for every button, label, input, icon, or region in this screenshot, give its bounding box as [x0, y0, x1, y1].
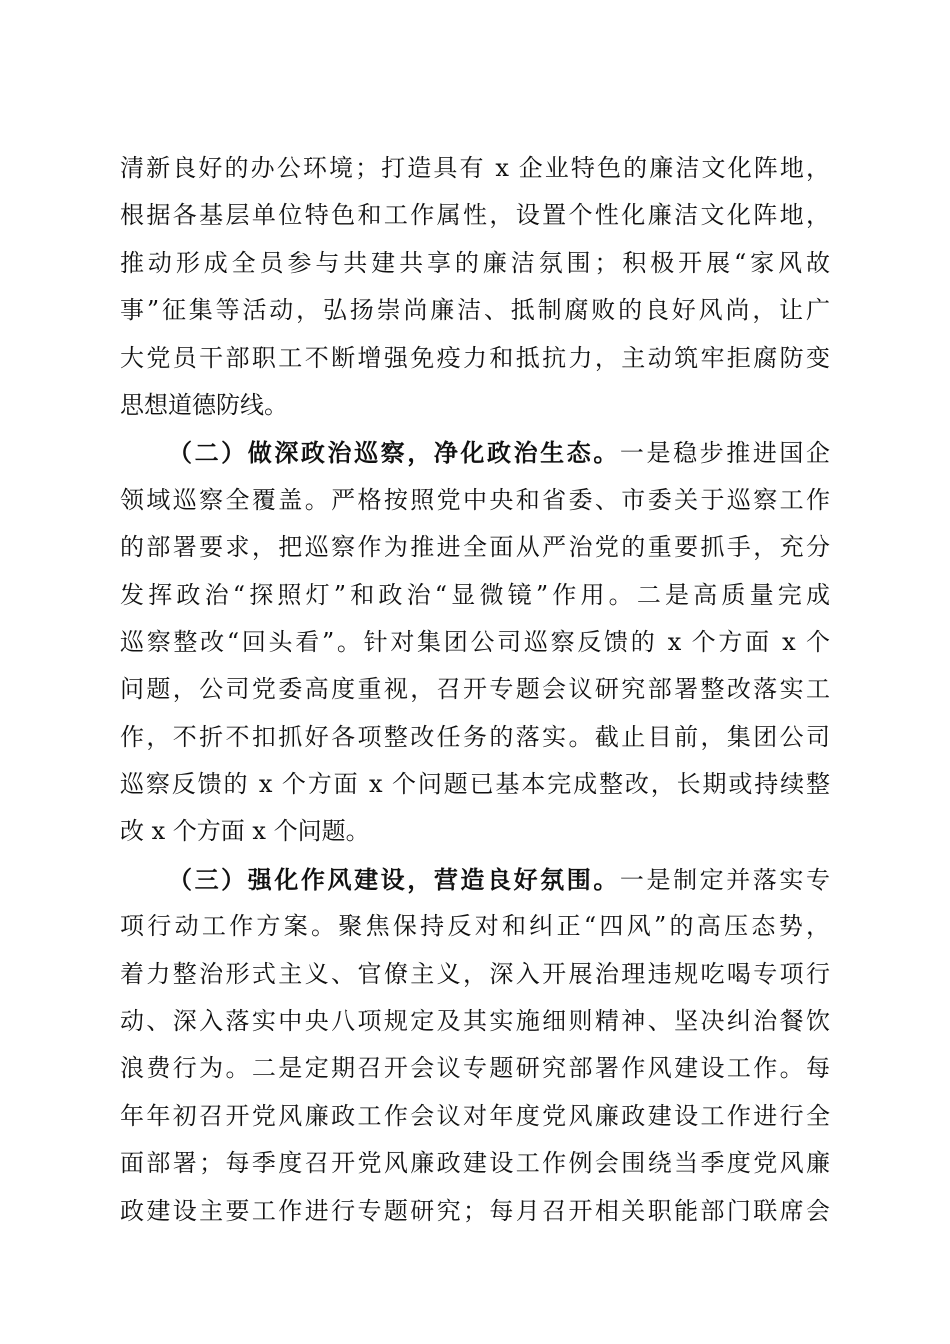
text-line: 动、深入落实中央八项规定及其实施细则精神、坚决纠治餐饮	[120, 1007, 830, 1036]
text-line: 面部署；每季度召开党风廉政建设工作例会围绕当季度党风廉	[120, 1149, 830, 1178]
text-line: 巡察整改“回头看”。针对集团公司巡察反馈的 x 个方面 x 个	[120, 627, 830, 656]
paragraph-first-line	[120, 429, 830, 476]
text-line: 着力整治形式主义、官僚主义，深入开展治理违规吃喝专项行	[120, 959, 830, 988]
paragraph-2	[120, 429, 830, 856]
paragraph-3	[120, 856, 830, 1235]
text-line: 项行动工作方案。聚焦保持反对和纠正“四风”的高压态势，	[120, 912, 830, 941]
text-line: 清新良好的办公环境；打造具有 x 企业特色的廉洁文化阵地，	[120, 154, 830, 182]
text-line: 领域巡察全覆盖。严格按照党中央和省委、市委关于巡察工作	[120, 485, 830, 514]
text-line: 的部署要求，把巡察作为推进全面从严治党的重要抓手，充分	[120, 533, 830, 562]
text-line: 浪费行为。二是定期召开会议专题研究部署作风建设工作。每	[120, 1054, 830, 1083]
paragraph-1	[120, 145, 830, 429]
section-heading-3: （三）强化作风建设，营造良好氛围。	[168, 864, 620, 894]
text-line: 发挥政治“探照灯”和政治“显微镜”作用。二是高质量完成	[120, 580, 830, 609]
text-line: 问题，公司党委高度重视，召开专题会议研究部署整改落实工	[120, 675, 830, 704]
text-span: 一是制定并落实专	[619, 865, 831, 894]
paragraph-first-line	[120, 856, 830, 903]
text-span: 一是稳步推进国企	[619, 439, 831, 468]
text-line: 政建设主要工作进行专题研究；每月召开相关职能部门联席会	[120, 1196, 830, 1225]
section-heading-2: （二）做深政治巡察，净化政治生态。	[168, 438, 620, 468]
text-line: 根据各基层单位特色和工作属性，设置个性化廉洁文化阵地，	[120, 201, 830, 230]
text-line: 改 x 个方面 x 个问题。	[120, 817, 370, 846]
document-body	[120, 145, 830, 1235]
text-line: 巡察反馈的 x 个方面 x 个问题已基本完成整改，长期或持续整	[120, 770, 830, 799]
text-line: 年年初召开党风廉政工作会议对年度党风廉政建设工作进行全	[120, 1101, 830, 1130]
text-line: 作，不折不扣抓好各项整改任务的落实。截止目前，集团公司	[120, 722, 830, 751]
text-line: 事”征集等活动，弘扬崇尚廉洁、抵制腐败的良好风尚，让广	[120, 296, 830, 325]
text-line: 推动形成全员参与共建共享的廉洁氛围；积极开展“家风故	[120, 248, 830, 277]
text-line: 大党员干部职工不断增强免疫力和抵抗力，主动筑牢拒腐防变	[120, 343, 830, 372]
text-line: 思想道德防线。	[120, 390, 288, 419]
